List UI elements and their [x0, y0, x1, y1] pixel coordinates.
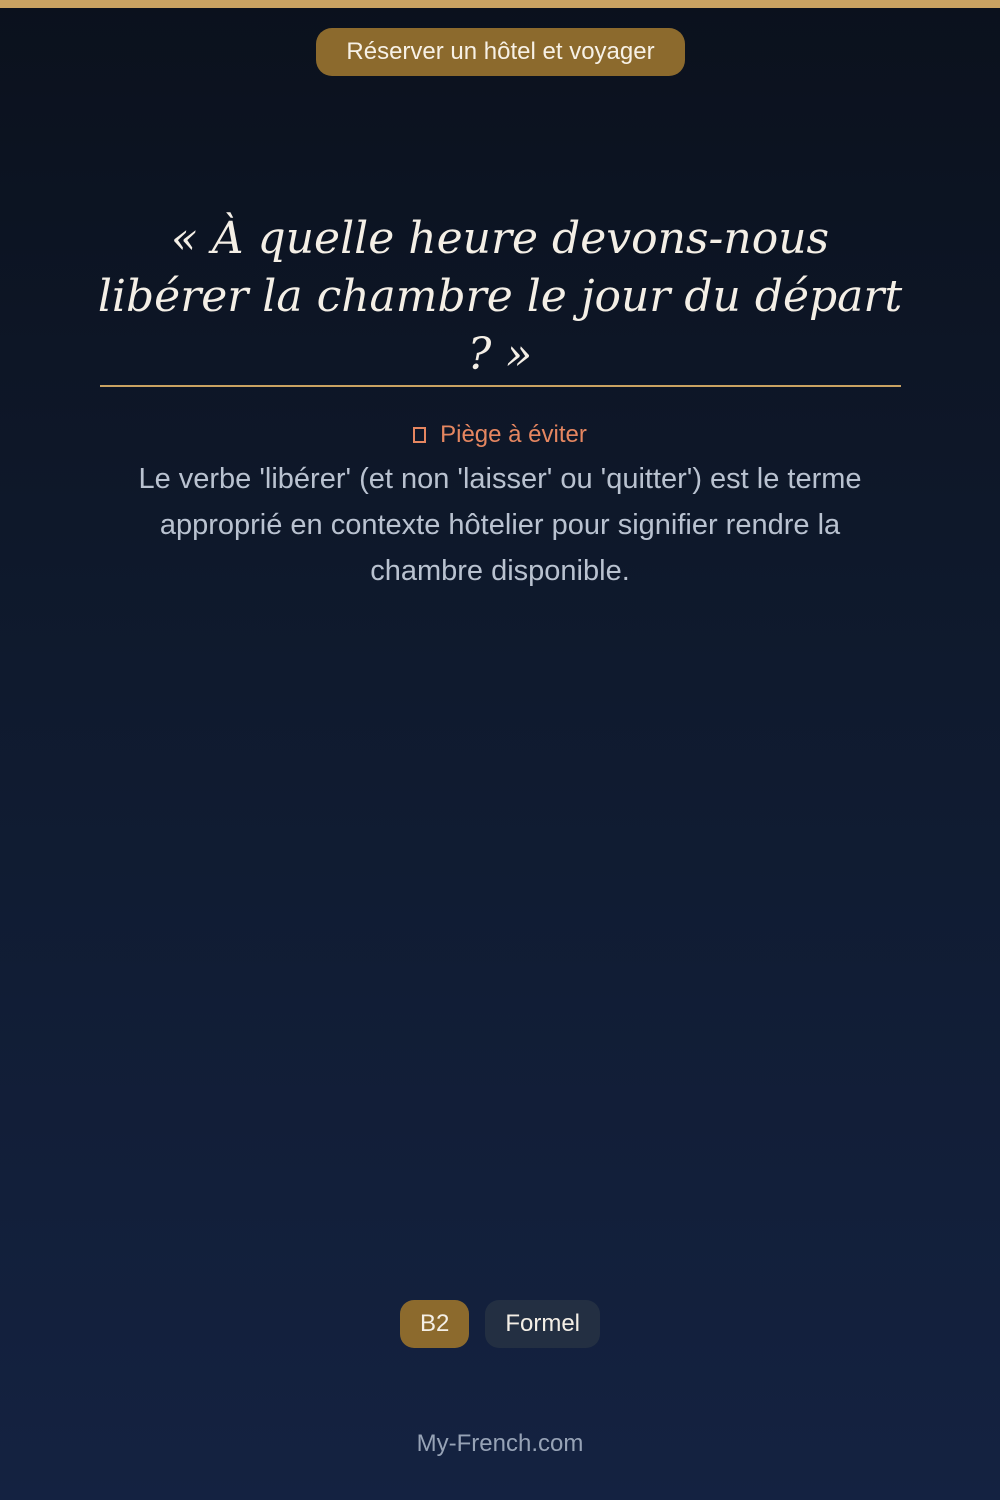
divider	[100, 385, 901, 387]
tag-list	[0, 1300, 1000, 1348]
tip-label: Piège à éviter	[440, 421, 587, 448]
site-footer: My-French.com	[416, 1430, 584, 1457]
example-sentence: « À quelle heure devons-nous libérer la chambre le jour du départ ? »	[97, 213, 903, 380]
tip-header	[0, 420, 1000, 450]
category-badge: Réserver un hôtel et voyager	[316, 28, 685, 76]
warning-icon	[413, 427, 426, 443]
level-tag: B2	[400, 1300, 469, 1348]
tip-text: Le verbe 'libérer' (et non 'laisser' ou 'quitter') est le terme approprié en contexte hôtelier pour signifier rendre la chambre disponible.	[138, 463, 862, 587]
register-tag: Formel	[485, 1300, 600, 1348]
top-accent-bar	[0, 0, 1000, 8]
